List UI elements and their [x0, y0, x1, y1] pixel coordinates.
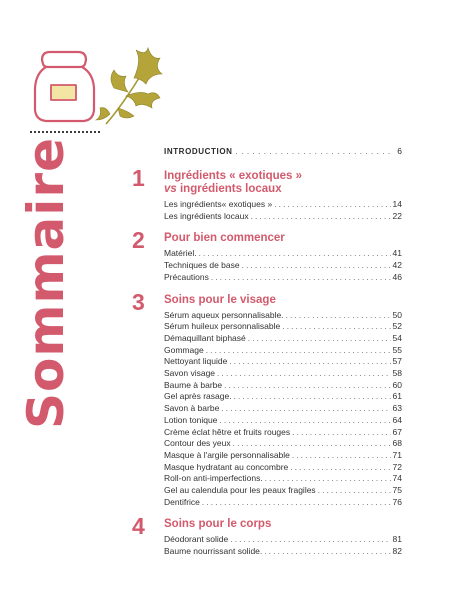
dot-leader: [265, 473, 391, 485]
toc-entry-label: Déodorant solide: [164, 534, 229, 545]
toc-entry[interactable]: [164, 403, 402, 415]
toc-entry-label: Gel après rasage.: [164, 391, 232, 402]
section-title[interactable]: Pour bien commencer: [164, 232, 285, 245]
dot-leader: [286, 310, 391, 322]
toc-entry-page: 61: [392, 391, 402, 402]
toc-entry-page: 22: [392, 210, 402, 221]
dot-leader: [221, 403, 390, 415]
toc-entry-page: 55: [392, 344, 402, 355]
toc-entry-page: 82: [392, 546, 402, 557]
dot-leader: [318, 485, 391, 497]
toc-entry[interactable]: [164, 534, 402, 546]
toc-entry[interactable]: [164, 473, 402, 485]
toc-entry-label: Les ingrédients locaux: [164, 210, 249, 221]
toc-entry[interactable]: [164, 485, 402, 497]
toc-entry-label: Masque hydratant au concombre: [164, 461, 289, 472]
toc-entry-label: Baume nourrissant solide.: [164, 546, 263, 557]
section-number: 1: [132, 165, 145, 191]
dot-leader: [217, 368, 390, 380]
toc-entry[interactable]: [164, 310, 402, 322]
toc-entry-page: 42: [392, 260, 402, 271]
toc-entry-label: Baume à barbe: [164, 379, 223, 390]
toc-entry-label: Nettoyant liquide: [164, 356, 228, 367]
dot-leader: [202, 497, 391, 509]
toc-entry-page: 58: [392, 368, 402, 379]
toc-entry[interactable]: [164, 356, 402, 368]
toc-entry[interactable]: [164, 462, 402, 474]
toc-entry-page: 74: [392, 473, 402, 484]
dot-leader: [206, 345, 391, 357]
toc-entry-page: 50: [392, 309, 402, 320]
toc-entry-page: 46: [392, 271, 402, 282]
toc-entry[interactable]: [164, 546, 402, 558]
toc-entry-label: Roll-on anti-imperfections.: [164, 473, 263, 484]
toc-entry[interactable]: [164, 272, 402, 284]
section-title-line2: ingrédients locaux: [176, 183, 282, 195]
dot-leader: [199, 248, 391, 260]
toc-entry[interactable]: [164, 321, 402, 333]
toc-entry[interactable]: [164, 260, 402, 272]
decorative-dotted-rule: [30, 131, 100, 133]
toc-entry-label: Crème éclat hêtre et fruits rouges: [164, 426, 291, 437]
toc-entry-introduction[interactable]: [164, 146, 402, 160]
dot-leader: [233, 438, 391, 450]
toc-entry-page: 68: [392, 438, 402, 449]
toc-section-1: [130, 165, 402, 222]
toc-entry-label: INTRODUCTION: [164, 147, 233, 156]
toc-entry-label: Sérum aqueux personnalisable.: [164, 309, 284, 320]
section-number: 3: [132, 288, 145, 315]
toc-entry-page: 60: [392, 379, 402, 390]
toc-entry-label: Démaquillant biphasé: [164, 332, 246, 343]
toc-entry-page: 57: [392, 356, 402, 367]
section-title-vs: vs: [164, 183, 177, 195]
toc-entry-page: 41: [392, 248, 402, 259]
toc-entry[interactable]: [164, 211, 402, 223]
dot-leader: [274, 199, 390, 211]
toc-section-2: [130, 227, 402, 283]
section-title-line1: Ingrédients « exotiques »: [164, 170, 303, 182]
toc-entry[interactable]: [164, 380, 402, 392]
toc-entry-page: 6: [397, 146, 402, 156]
dot-leader: [211, 272, 391, 284]
toc-entry[interactable]: [164, 345, 402, 357]
toc-entry-label: Savon à barbe: [164, 403, 220, 414]
toc-entry[interactable]: [164, 497, 402, 509]
toc-entry[interactable]: [164, 199, 402, 211]
toc-entry[interactable]: [164, 333, 402, 345]
dot-leader: [248, 333, 391, 345]
toc-entry-page: 64: [392, 414, 402, 425]
dot-leader: [292, 450, 391, 462]
toc-entry-label: Contour des yeux: [164, 438, 231, 449]
toc-entry-label: Dentifrice: [164, 496, 200, 507]
toc-entry[interactable]: [164, 368, 402, 380]
toc-entry-page: 67: [392, 426, 402, 437]
dot-leader: [230, 534, 390, 546]
toc-section-3: [130, 288, 402, 509]
toc-entry-page: 71: [392, 449, 402, 460]
parsley-sprig-icon: [96, 48, 162, 124]
toc-entry-page: 75: [392, 485, 402, 496]
toc-entry-page: 81: [392, 534, 402, 545]
dot-leader: [219, 415, 390, 427]
dot-leader: [234, 391, 391, 403]
section-number: 4: [132, 513, 145, 540]
toc-entry-page: 54: [392, 332, 402, 343]
toc-entry-label: Sérum huileux personnalisable: [164, 321, 281, 332]
jar-icon: [35, 52, 94, 121]
section-title[interactable]: Soins pour le visage: [164, 293, 276, 306]
toc-entry[interactable]: [164, 415, 402, 427]
toc-entry[interactable]: [164, 391, 402, 403]
toc-entry-label: Masque à l'argile personnalisable: [164, 449, 290, 460]
toc-entry-label: Les ingrédients« exotiques »: [164, 199, 273, 209]
toc-entry[interactable]: [164, 438, 402, 450]
dot-leader: [264, 546, 390, 558]
dot-leader: [224, 380, 390, 392]
toc-entry[interactable]: [164, 248, 402, 260]
dot-leader: [242, 260, 391, 272]
dot-leader: [290, 462, 390, 474]
toc-entry-label: Matériel.: [164, 248, 197, 259]
header-illustration: [30, 40, 170, 130]
section-title[interactable]: Soins pour le corps: [164, 518, 272, 531]
toc-entry[interactable]: [164, 427, 402, 439]
toc-entry-page: 76: [392, 496, 402, 507]
toc-entry-page: 72: [392, 461, 402, 472]
toc-entry[interactable]: [164, 450, 402, 462]
dot-leader: [236, 147, 395, 156]
toc-entry-label: Savon visage: [164, 368, 216, 379]
toc-entry-label: Gommage: [164, 344, 204, 355]
dot-leader: [229, 356, 390, 368]
page-title: Sommaire: [17, 136, 75, 430]
table-of-contents: [130, 146, 402, 558]
toc-entry-label: Précautions: [164, 271, 209, 282]
toc-section-4: [130, 513, 402, 557]
toc-entry-page: 14: [392, 199, 402, 209]
toc-entry-label: Techniques de base: [164, 260, 240, 271]
toc-entry-page: 63: [392, 403, 402, 414]
dot-leader: [251, 211, 391, 223]
toc-entry-label: Lotion tonique: [164, 414, 218, 425]
dot-leader: [282, 321, 390, 333]
dot-leader: [292, 427, 390, 439]
section-number: 2: [132, 227, 145, 254]
toc-entry-label: Gel au calendula pour les peaux fragiles: [164, 485, 316, 496]
section-title[interactable]: [164, 170, 402, 196]
toc-entry-page: 52: [392, 321, 402, 332]
